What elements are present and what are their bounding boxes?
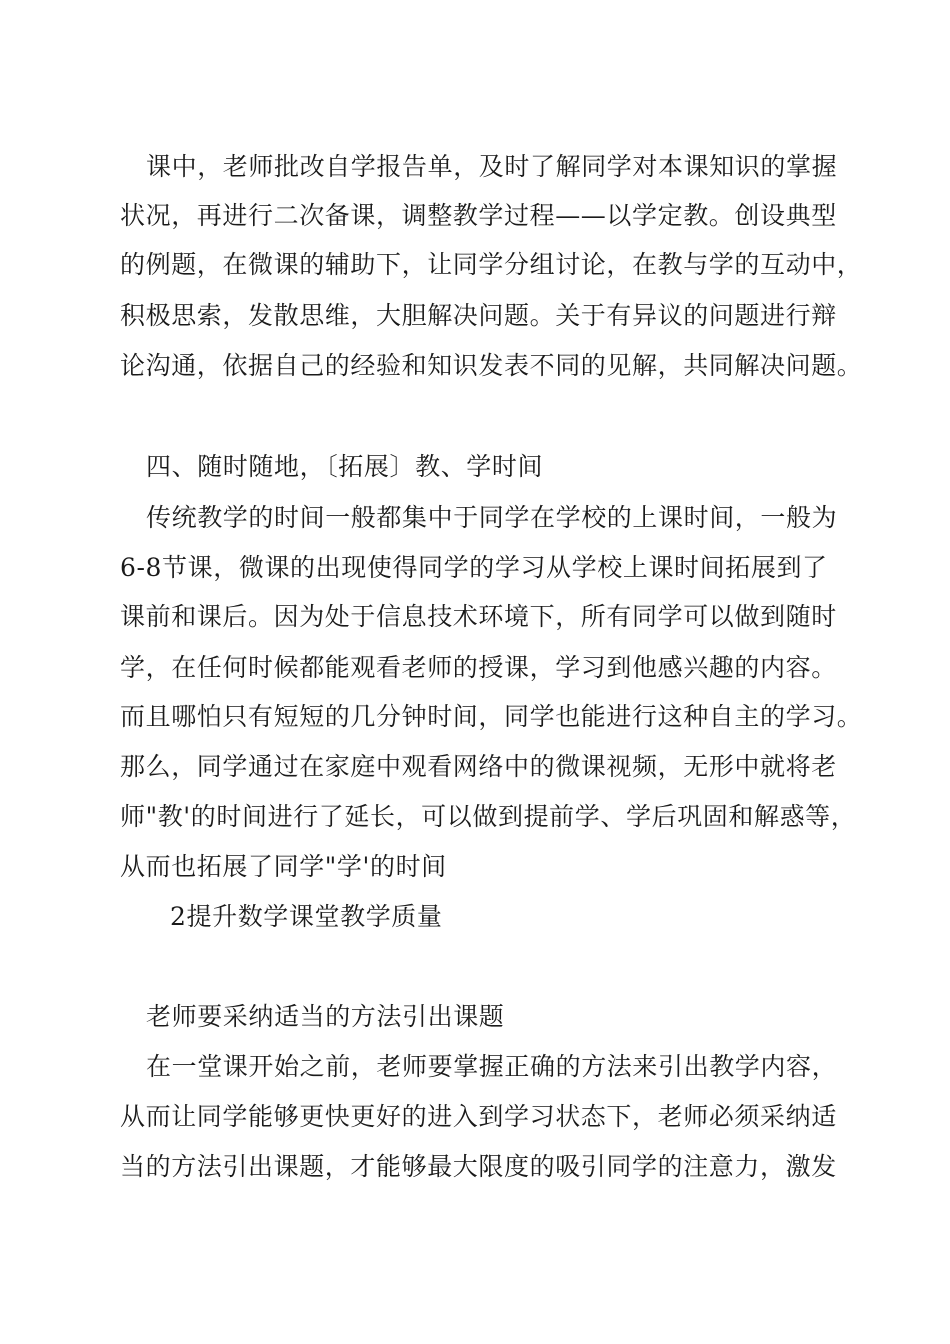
paragraph-line: 状况，再进行二次备课，调整教学过程——以学定教。创设典型 — [120, 201, 837, 230]
paragraph-line: 那么，同学通过在家庭中观看网络中的微课视频，无形中就将老 — [120, 752, 837, 781]
paragraph-line: 从而也拓展了同学"学'的时间 — [120, 852, 447, 881]
paragraph-line: 课中，老师批改自学报告单，及时了解同学对本课知识的掌握 — [146, 152, 838, 181]
paragraph-line: 传统教学的时间一般都集中于同学在学校的上课时间，一般为 — [146, 503, 838, 532]
paragraph-line: 论沟通，依据自己的经验和知识发表不同的见解，共同解决问题。 — [120, 351, 863, 380]
paragraph-line: 积极思索，发散思维，大胆解决问题。关于有异议的问题进行辩 — [120, 301, 837, 330]
paragraph-line: 当的方法引出课题，才能够最大限度的吸引同学的注意力，激发 — [120, 1152, 837, 1181]
paragraph-line: 课前和课后。因为处于信息技术环境下，所有同学可以做到随时 — [120, 602, 837, 631]
subsection-heading: 老师要采纳适当的方法引出课题 — [146, 1002, 505, 1031]
section-heading: 四、随时随地，〔拓展〕教、学时间 — [146, 452, 544, 481]
paragraph-line: 从而让同学能够更快更好的进入到学习状态下，老师必须采纳适 — [120, 1102, 837, 1131]
section-heading: 2提升数学课堂教学质量 — [170, 902, 443, 931]
paragraph-line: 的例题，在微课的辅助下，让同学分组讨论，在教与学的互动中， — [120, 250, 863, 279]
paragraph-line: 师"教'的时间进行了延长，可以做到提前学、学后巩固和解惑等， — [120, 802, 857, 831]
paragraph-line: 而且哪怕只有短短的几分钟时间，同学也能进行这种自主的学习。 — [120, 702, 863, 731]
paragraph-line: 学，在任何时候都能观看老师的授课，学习到他感兴趣的内容。 — [120, 653, 837, 682]
paragraph-line: 在一堂课开始之前，老师要掌握正确的方法来引出教学内容， — [146, 1052, 838, 1081]
paragraph-line: 6-8节课，微课的出现使得同学的学习从学校上课时间拓展到了 — [120, 553, 828, 582]
